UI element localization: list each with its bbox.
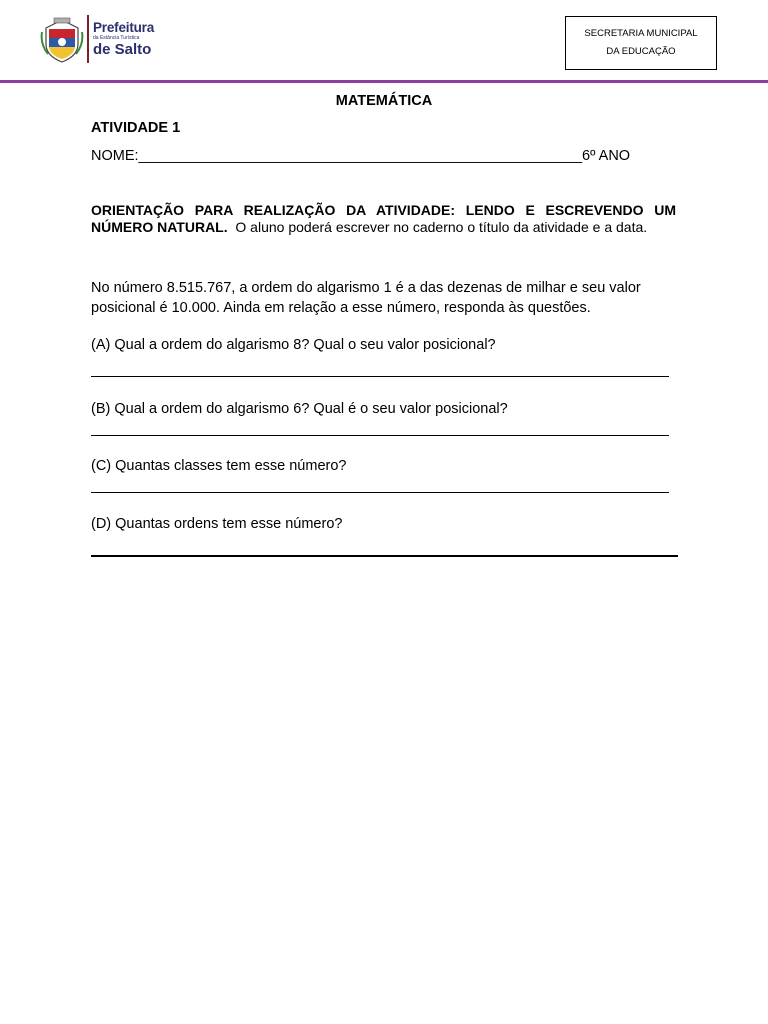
guidance-text: O aluno poderá escrever no caderno o título da atividade e a data. [235,219,648,235]
secretaria-box [565,16,717,70]
name-field: NOME:_______________________________________________________6º ANO [91,148,631,164]
question-d: (D) Quantas ordens tem esse número? [91,516,343,532]
question-a: (A) Qual a ordem do algarismo 8? Qual o seu valor posicional? [91,337,496,353]
logo-divider [87,15,89,63]
answer-line-c[interactable] [91,492,669,493]
answer-line-d[interactable] [91,555,678,557]
logo-line-estancia: da Estância Turística [93,35,140,42]
guidance-heading: ORIENTAÇÃO PARA REALIZAÇÃO DA ATIVIDADE: LENDO E ESCREVENDO UM NÚMERO NATURAL. [91,202,676,235]
intro-line-1: No número 8.515.767, a ordem do algarismo 1 é a das dezenas de milhar e seu valor [91,280,641,296]
answer-line-a[interactable] [91,376,669,377]
logo-line-prefeitura: Prefeitura [93,19,155,35]
question-b: (B) Qual a ordem do algarismo 6? Qual é o seu valor posicional? [91,401,508,417]
guidance-paragraph [91,202,676,236]
question-c: (C) Quantas classes tem esse número? [91,458,347,474]
answer-line-b[interactable] [91,435,669,436]
page-title: MATEMÁTICA [335,93,433,109]
header-divider [0,80,768,83]
intro-line-2: posicional é 10.000. Ainda em relação a esse número, responda às questões. [91,299,591,316]
logo-text [93,21,154,58]
secretaria-line-1: SECRETARIA MUNICIPAL [584,27,698,39]
activity-label: ATIVIDADE 1 [91,120,181,136]
logo-line-salto: de Salto [93,41,152,59]
prefeitura-logo [40,10,170,68]
secretaria-line-2: DA EDUCAÇÃO [606,46,676,57]
intro-paragraph [91,279,681,318]
coat-of-arms-icon [40,14,84,64]
